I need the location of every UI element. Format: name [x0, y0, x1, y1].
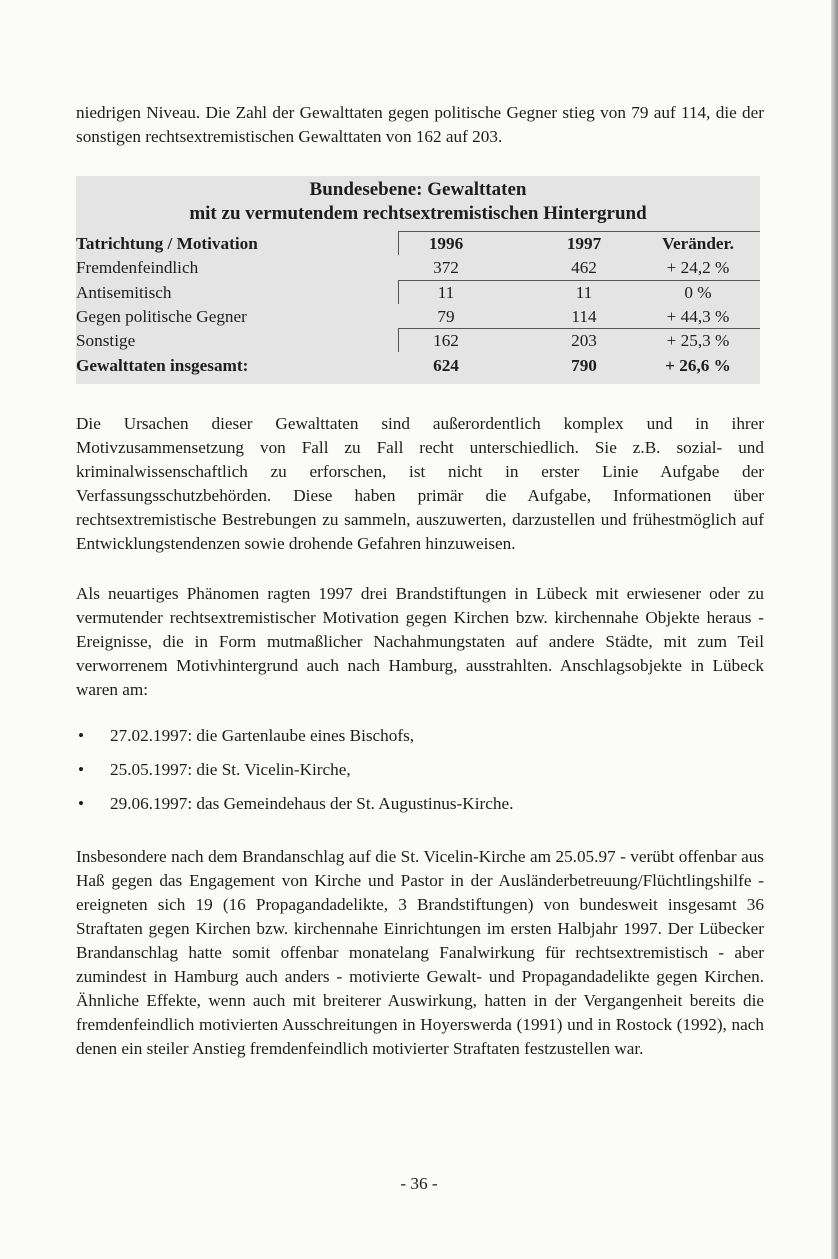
table-total-row	[76, 354, 760, 378]
violence-table	[76, 176, 760, 384]
table-cell: 79	[437, 307, 455, 326]
table-row	[76, 305, 760, 329]
table-cell: Fremdenfeindlich	[76, 258, 199, 277]
header-cell: Veränder.	[662, 234, 734, 253]
table-cell: + 25,3 %	[666, 331, 730, 350]
table-cell: 372	[433, 258, 459, 277]
table-row	[76, 329, 760, 353]
table-row	[76, 281, 760, 305]
list-item-text: 27.02.1997: die Gartenlaube eines Bischofs,	[110, 726, 415, 745]
table-cell: 462	[571, 258, 597, 277]
table-cell: 11	[437, 283, 455, 302]
paragraph-intro: niedrigen Niveau. Die Zahl der Gewalttaten gegen politische Gegner stieg von 79 auf 114, die der sonstigen rechtsextremistischen Gewalttaten von 162 auf 203.	[76, 103, 764, 146]
table-header-row	[76, 232, 760, 256]
table-subtitle: mit zu vermutendem rechtsextremistischen Hintergrund	[189, 203, 647, 224]
list-item	[76, 792, 764, 826]
header-cell: 1996	[428, 234, 464, 253]
table-cell: 790	[571, 356, 597, 375]
table-cell: 0 %	[684, 283, 712, 302]
table-cell: 162	[433, 331, 459, 350]
bullet: •	[78, 794, 85, 813]
table-cell: Sonstige	[76, 331, 136, 350]
table-cell: 11	[575, 283, 593, 302]
header-cell: 1997	[566, 234, 602, 253]
paragraph-insbesondere: Insbesondere nach dem Brandanschlag auf die St. Vicelin-Kirche am 25.05.97 - verübt offenbar aus Haß gegen das Engagement von Kirche und Pastor in der Ausländerbetreuung/Flüchtlingshilfe - ereigneten sich 19 (16 Propagandadelikte, 3 Brandstiftungen) von bundesweit insgesamt 36 Straftaten gegen Kirchen bzw. kirchennahe Einrichtungen im ersten Halbjahr 1997. Der Lübecker Brandanschlag hatte somit offenbar monatelang Fanalwirkung für rechtsextremistisch - aber zumindest in Hamburg auch anders - motivierte Gewalt- und Propagandadelikte gegen Kirchen. Ähnliche Effekte, wenn auch mit breiterer Auswirkung, hatten in der Vergangenheit bereits die fremdenfeindlich motivierten Ausschreitungen in Hoyerswerda (1991) und in Rostock (1992), nach denen ein steiler Anstieg fremdenfeindlich motivierter Straftaten festzustellen war.	[76, 847, 764, 1058]
list-item	[76, 724, 764, 758]
table-cell: + 24,2 %	[666, 258, 730, 277]
table-cell: 114	[571, 307, 597, 326]
paragraph-causes: Die Ursachen dieser Gewalttaten sind außerordentlich komplex und in ihrer Motivzusammensetzung von Fall zu Fall recht unterschiedlich. Sie z.B. sozial- und kriminalwissenschaftlich zu erforschen, ist nicht in erster Linie Aufgabe der Verfassungsschutzbehörden. Diese haben primär die Aufgabe, Informationen über rechtsextremistische Bestrebungen zu sammeln, auszuwerten, darzustellen und frühestmöglich auf Entwicklungstendenzen sowie drohende Gefahren hinzuweisen.	[76, 414, 764, 553]
page-number: - 36 -	[400, 1174, 438, 1193]
table-cell: Gewalttaten insgesamt:	[76, 356, 249, 375]
table-cell: + 44,3 %	[666, 307, 730, 326]
list-item	[76, 758, 764, 792]
attack-list	[76, 724, 764, 826]
scan-edge	[831, 0, 838, 1259]
table-cell: Antisemitisch	[76, 283, 172, 302]
list-item-text: 29.06.1997: das Gemeindehaus der St. Augustinus-Kirche.	[110, 794, 514, 813]
table-row	[76, 256, 760, 280]
table-cell: 624	[433, 356, 459, 375]
paragraph-phenomenon: Als neuartiges Phänomen ragten 1997 drei Brandstiftungen in Lübeck mit erwiesener oder zu vermutender rechtsextremistischer Motivation gegen Kirchen bzw. kirchennahe Objekte heraus - Ereignisse, die in Form mutmaßlicher Nachahmungstaten auf andere Städte, mit zum Teil verworrenem Motivhintergrund auch nach Hamburg, ausstrahlten. Anschlagsobjekte in Lübeck waren am:	[76, 584, 764, 699]
bullet: •	[78, 760, 85, 779]
list-item-text: 25.05.1997: die St. Vicelin-Kirche,	[110, 760, 351, 779]
table-cell: Gegen politische Gegner	[76, 307, 247, 326]
table-title: Bundesebene: Gewalttaten	[309, 179, 527, 200]
header-cell: Tatrichtung / Motivation	[76, 234, 258, 253]
table-cell: + 26,6 %	[665, 356, 731, 375]
table-cell: 203	[571, 331, 597, 350]
bullet: •	[78, 726, 85, 745]
